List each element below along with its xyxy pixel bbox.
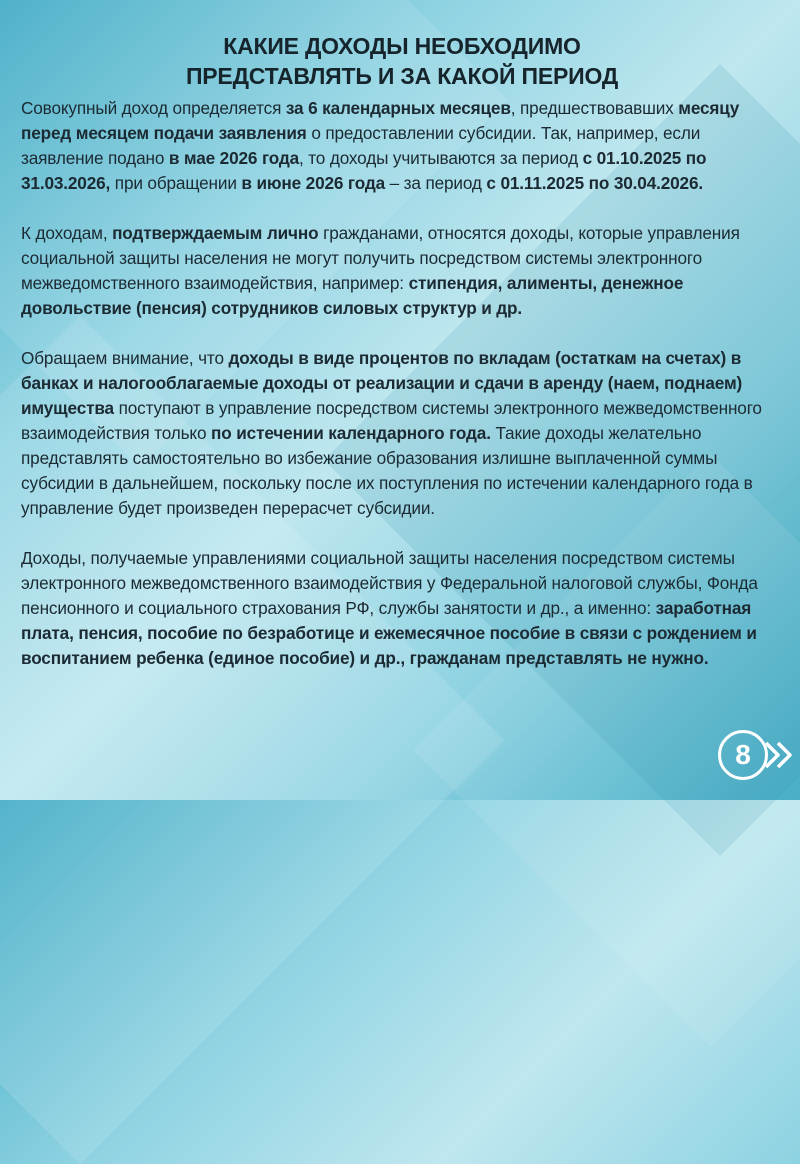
text-run: , то доходы учитываются за период [299,148,583,168]
bold-text-run: подтверждаемым лично [112,223,319,243]
text-run: , предшествовавших [510,98,679,118]
bold-text-run: в июне 2026 года [241,173,386,193]
logo-number: 8 [735,739,751,770]
bold-text-run: за 6 календарных месяцев [285,98,511,118]
logo-eight-badge [718,730,768,780]
text-run: Обращаем внимание, что [21,348,229,368]
title-line-1: КАКИЕ ДОХОДЫ НЕОБХОДИМО [223,33,581,59]
page-title [21,31,783,91]
bold-text-run: доходы в виде процентов по вкладам (остаткам на счетах) в банках и налогооблагаемые доходы от реализации и сдачи в аренду (наем, поднаем) имущества [21,348,743,418]
bold-text-run: заработная плата, пенсия, пособие по безработице и ежемесячное пособие в связи с рождением и воспитанием ребенка (единое пособие) и др., гражданам представлять не нужно. [21,598,757,668]
bold-text-run: с 01.11.2025 по 30.04.2026. [486,173,703,193]
text-run: Доходы, получаемые управлениями социальной защиты населения посредством системы электронного межведомственного взаимодействия у Федеральной налоговой службы, Фонда пенсионного и социального страхования РФ, службы занятости и др., а именно: [21,548,758,618]
text-run: Такие доходы желательно представлять самостоятельно во избежание образования излишне выплаченной суммы субсидии в дальнейшем, поскольку после их поступления по истечении календарного года в управление будет произведен перерасчет субсидии. [21,423,753,518]
text-run: поступают в управление посредством системы электронного межведомственного взаимодействия только [21,398,762,443]
paragraph-personal-income [21,221,783,321]
document-body [21,31,783,696]
paragraph-interagency-income [21,546,783,671]
text-run: – за период [385,173,487,193]
text-run: о предоставлении субсидии. Так, например, если заявление подано [21,123,701,168]
bold-text-run: с 01.10.2025 по 31.03.2026, [21,148,707,193]
text-run: Совокупный доход определяется [21,98,286,118]
text-run: гражданами, относятся доходы, которые управления социальной защиты населения не могут получить посредством системы электронного межведомственного взаимодействия, например: [21,223,740,293]
paragraph-bank-income [21,346,783,521]
paragraph-period [21,96,783,196]
title-line-2: ПРЕДСТАВЛЯТЬ И ЗА КАКОЙ ПЕРИОД [185,63,619,89]
text-run: К доходам, [21,223,113,243]
bold-text-run: в мае 2026 года [168,148,300,168]
bold-text-run: месяцу перед месяцем подачи заявления [21,98,740,143]
chevron-right-icon [762,737,798,773]
bold-text-run: по истечении календарного года. [211,423,491,443]
bold-text-run: стипендия, алименты, денежное довольствие (пенсия) сотрудников силовых структур и др. [21,273,684,318]
text-run: при обращении [110,173,242,193]
